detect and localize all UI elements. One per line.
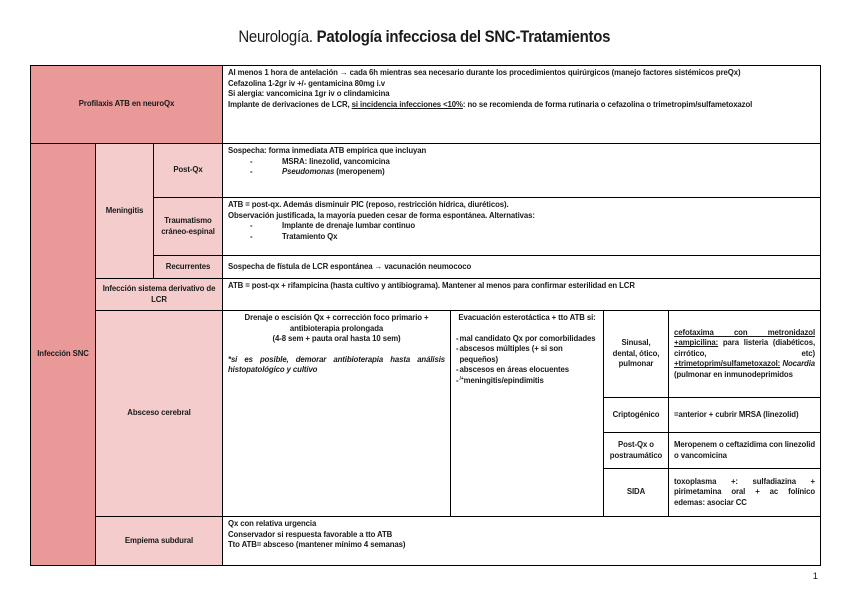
cell-absceso-drenaje	[223, 311, 451, 517]
cell-recurrentes-content	[223, 256, 821, 279]
bullet-dash: -	[250, 167, 253, 177]
derivativo-line1: ATB = post-qx + rifampicina (hasta cultivo y antibiograma). Mantener al menos para confirmar esterilidad en LCR	[228, 281, 635, 290]
cell-derivativo-label	[96, 279, 223, 311]
bullet-dash: -	[250, 156, 253, 166]
postqx-b1: MSRA: linezolid, vancomicina	[282, 156, 390, 166]
profilaxis-line2: Cefazolina 1-2gr iv +/- gentamicina 80mg i.v	[228, 78, 386, 88]
bullet-dash: -	[456, 344, 459, 354]
trauma-line1: ATB = post-qx. Además disminuir PIC (reposo, restricción hídrica, diuréticos).	[228, 200, 509, 209]
empiema-label: Empiema subdural	[124, 535, 194, 545]
profilaxis-line4-post: : no se recomienda de forma rutinaria o cefazolina o trimetropim/sulfametoxazol	[462, 99, 753, 109]
evacuacion-b4-sup: /+	[459, 375, 464, 382]
cell-origin-postqx	[604, 433, 669, 469]
page-title-normal: Neurología.	[238, 27, 317, 46]
cell-tto-criptogenico	[669, 398, 821, 433]
tto-sinusal-u1: cefotaxima con metronidazol	[674, 327, 816, 337]
origin-postqx: Post-Qx o postraumático	[609, 439, 663, 460]
origin-criptogenico: Criptogénico	[612, 409, 660, 419]
bullet-dash: -	[456, 365, 459, 375]
meningitis-trauma-label: Traumatismo cráneo-espinal	[161, 215, 215, 236]
absceso-label: Absceso cerebral	[127, 408, 191, 418]
profilaxis-line4-pre: Implante de derivaciones de LCR,	[228, 99, 352, 109]
evacuacion-line1: Evacuación esterotáctica + tto ATB si:	[458, 313, 596, 322]
cell-recurrentes-label	[154, 256, 223, 279]
cell-profilaxis-content	[223, 66, 821, 144]
bullet-dash: -	[456, 375, 459, 385]
cell-empiema-content	[223, 517, 821, 566]
evacuacion-b3: abscesos en áreas elocuentes	[459, 365, 569, 375]
evacuacion-bullet3	[456, 365, 598, 376]
evacuacion-bullet1	[456, 334, 598, 345]
postqx-line1: Sospecha: forma inmediata ATB empírica que incluyan	[228, 146, 427, 155]
tto-sinusal-t4: (pulmonar en inmunodeprimidos	[674, 369, 793, 379]
origin-sinusal: Sinusal, dental, ótico, pulmonar	[612, 338, 660, 369]
treatments-table	[30, 65, 821, 566]
cell-infeccion-snc-label	[31, 144, 96, 566]
postqx-b2-rest: (meropenem)	[334, 167, 385, 177]
empiema-line2: Conservador si respuesta favorable a tto ATB	[228, 529, 393, 539]
cell-postqx-label	[154, 144, 223, 198]
tto-sinusal-nocardia: Nocardia	[782, 359, 816, 369]
cell-trauma-content	[223, 198, 821, 256]
profilaxis-line3: Si alergia: vancomicina 1gr iv o clindamicina	[228, 89, 390, 99]
evacuacion-bullet2	[456, 344, 598, 365]
cell-absceso-evacuacion	[451, 311, 604, 517]
trauma-bullet2	[228, 232, 815, 243]
bullet-dash: -	[250, 231, 253, 241]
cell-absceso-label	[96, 311, 223, 517]
cell-profilaxis-label	[31, 66, 223, 144]
empiema-line1: Qx con relativa urgencia	[228, 519, 317, 528]
meningitis-postqx-label: Post-Qx	[173, 165, 203, 175]
evacuacion-b2: abscesos múltiples (+ si son pequeños)	[459, 344, 563, 364]
cell-tto-postqx	[669, 433, 821, 469]
profilaxis-line1: Al menos 1 hora de antelación → cada 6h mientras sea necesario durante los procedimientos quirúrgicos (manejo factores sistémicos preQx)	[228, 68, 741, 77]
bullet-dash: -	[250, 221, 253, 231]
meningitis-recurrentes-label: Recurrentes	[165, 261, 211, 271]
postqx-bullet2	[228, 167, 815, 178]
infeccion-snc-label: Infección SNC	[37, 349, 89, 359]
tto-criptogenico: =anterior + cubrir MRSA (linezolid)	[674, 409, 799, 419]
profilaxis-line4	[228, 100, 815, 111]
evacuacion-b4: meningitis/epindimitis	[463, 375, 544, 385]
cell-origin-sinusal	[604, 311, 669, 398]
profilaxis-line4-underlined: si incidencia infecciones <10%	[351, 99, 463, 109]
page-title-bold: Patología infecciosa del SNC-Tratamientos	[316, 27, 610, 46]
cell-empiema-label	[96, 517, 223, 566]
cell-derivativo-content	[223, 279, 821, 311]
cell-tto-sinusal	[669, 311, 821, 398]
postqx-b2	[282, 167, 385, 178]
cell-trauma-label	[154, 198, 223, 256]
trauma-bullet1	[228, 221, 815, 232]
trauma-b2: Tratamiento Qx	[282, 231, 338, 241]
tto-sinusal-u2: +ampicilina:	[674, 338, 719, 348]
absceso-drenaje-note: *si es posible, demorar antibioterapia hasta análisis histopatológico y cultivo	[228, 354, 446, 375]
origin-sida: SIDA	[626, 487, 646, 497]
empiema-line3: Tto ATB= absceso (mantener mínimo 4 semanas)	[228, 540, 406, 550]
absceso-drenaje-block1: Drenaje o escisión Qx + corrección foco primario + antibioterapia prolongada	[244, 313, 429, 333]
cell-origin-sida	[604, 469, 669, 517]
page-number: 1	[812, 571, 818, 582]
tto-sinusal-u3: +trimetoprim/sulfametoxazol:	[674, 359, 781, 369]
absceso-drenaje-block2: (4-8 sem + pauta oral hasta 10 sem)	[272, 334, 401, 344]
evacuacion-bullet4	[456, 376, 598, 387]
page-title	[0, 27, 848, 47]
profilaxis-label: Profilaxis ATB en neuroQx	[78, 99, 175, 109]
postqx-bullet1	[228, 157, 815, 168]
postqx-b2-italic: Pseudomonas	[282, 167, 335, 177]
cell-origin-criptogenico	[604, 398, 669, 433]
tto-sinusal-t2: para listeria (diabéticos, cirrótico, etc)	[674, 338, 816, 358]
cell-postqx-content	[223, 144, 821, 198]
trauma-b1: Implante de drenaje lumbar continuo	[282, 221, 415, 231]
trauma-line2: Observación justificada, la mayoría pueden cesar de forma espontánea. Alternativas:	[228, 210, 535, 220]
meningitis-label: Meningitis	[105, 205, 144, 215]
recurrentes-line1: Sospecha de fístula de LCR espontánea → vacunación neumococo	[228, 261, 472, 271]
tto-postqx: Meropenem o ceftazidima con linezolid o vancomicina	[674, 439, 816, 460]
bullet-dash: -	[456, 333, 459, 343]
cell-tto-sida	[669, 469, 821, 517]
derivativo-label: Infección sistema derivativo de LCR	[102, 283, 216, 304]
cell-meningitis-label	[96, 144, 154, 279]
tto-sida: toxoplasma +: sulfadiazina + pirimetamina oral + ac folínico edemas: asociar CC	[674, 476, 816, 507]
evacuacion-b1: mal candidato Qx por comorbilidades	[459, 333, 596, 343]
